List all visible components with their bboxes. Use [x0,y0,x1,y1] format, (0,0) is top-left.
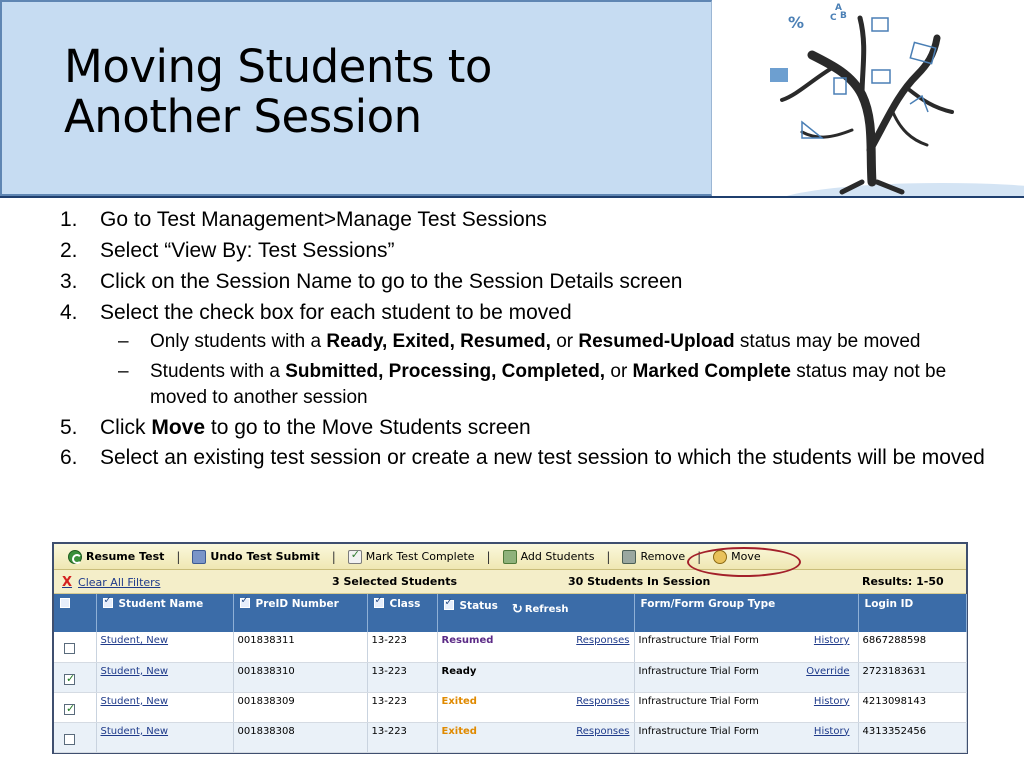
login-id-cell: 4213098143 [858,692,966,722]
clear-filters-label: Clear All Filters [78,576,161,589]
undo-test-submit-button[interactable] [192,550,319,564]
table-header-row [54,594,966,632]
history-link[interactable]: History [813,695,850,707]
login-id-cell: 4313352456 [858,722,966,752]
svg-text:B: B [840,11,847,21]
table-row [54,692,966,722]
sub-text: Only students with a [150,331,327,352]
add-students-button[interactable] [503,550,595,564]
grid-toolbar [54,544,966,570]
remove-icon [622,550,636,564]
svg-text:C: C [830,13,837,23]
sub-bold: Marked Complete [632,361,791,382]
status-value: Ready [441,665,477,677]
preid-cell: 001838310 [233,662,367,692]
svg-text:A: A [835,3,842,13]
move-arrows-icon [713,550,727,564]
responses-link[interactable]: Responses [576,695,630,707]
svg-text:%: % [788,13,805,32]
step-number: 5. [60,416,78,439]
preid-header-label: PreID Number [255,598,339,610]
sub-text: or [605,361,633,382]
title-panel [0,0,712,196]
table-row [54,722,966,752]
student-name-link[interactable]: Student, New [100,695,169,707]
sub-text: Students with a [150,361,286,382]
step-6 [60,446,1000,470]
header-checkbox[interactable] [374,598,384,608]
sub-text: status may be moved [734,331,921,352]
refresh-icon: ↻ [511,602,523,617]
form-header [634,594,858,632]
page-title [64,42,684,142]
class-cell: 13-223 [367,692,437,722]
form-value: Infrastructure Trial Form [638,665,759,677]
clear-filter-icon: X [62,575,73,590]
step-5 [60,415,1000,440]
toolbar-separator: | [606,549,611,564]
status-cell [437,632,634,662]
form-value: Infrastructure Trial Form [638,725,759,737]
status-header[interactable] [437,594,634,632]
filter-bar [54,570,966,594]
step-number: 6. [60,446,78,469]
student-name-header[interactable] [96,594,233,632]
header-checkbox[interactable] [240,598,250,608]
status-cell [437,722,634,752]
step-number: 1. [60,208,78,231]
checklist-icon [348,550,362,564]
select-all-header[interactable] [54,594,96,632]
status-header-label: Status [459,600,498,612]
step-text: to go to the Move Students screen [205,416,531,439]
toolbar-separator: | [697,549,702,564]
bullet-dash: – [118,331,129,352]
status-cell [437,662,634,692]
class-header-label: Class [389,598,421,610]
student-name-link[interactable]: Student, New [100,635,169,646]
history-link[interactable]: History [813,725,850,737]
class-cell: 13-223 [367,662,437,692]
select-all-checkbox[interactable] [60,598,70,608]
step-text: Select “View By: Test Sessions” [100,239,395,262]
step-text: Select an existing test session or create a new test session to which the students will be moved [100,446,985,469]
status-value: Exited [441,695,477,707]
bullet-dash: – [118,361,129,382]
step-number: 3. [60,270,78,293]
preid-cell: 001838309 [233,692,367,722]
student-name-header-label: Student Name [118,598,204,610]
move-label: Move [731,550,761,563]
mark-complete-label: Mark Test Complete [365,550,475,563]
history-link[interactable]: History [813,635,850,646]
status-cell [437,692,634,722]
selected-students-count: 3 Selected Students [332,575,458,588]
step-4 [60,300,1000,325]
sub-text: status may not be moved to another session [150,361,947,408]
instruction-list [60,207,1000,476]
login-id-cell: 2723183631 [858,662,966,692]
add-students-icon [503,550,517,564]
sub-text: or [550,331,579,352]
class-cell: 13-223 [367,632,437,662]
students-table [54,594,967,753]
preid-cell: 001838308 [233,722,367,752]
session-details-grid [52,542,968,754]
row-checkbox[interactable] [64,734,75,745]
status-value: Exited [441,725,477,737]
login-id-header [858,594,966,632]
sub-bullet-not-movable [118,359,1000,411]
step-text: Go to Test Management>Manage Test Sessions [100,208,547,231]
row-checkbox[interactable] [64,674,75,685]
step-bold: Move [151,416,206,439]
status-value: Resumed [441,635,494,646]
student-name-link[interactable]: Student, New [100,665,169,677]
student-name-link[interactable]: Student, New [100,725,169,737]
refresh-button[interactable] [512,602,569,617]
login-id-cell: 6867288598 [858,632,966,662]
header-checkbox[interactable] [444,600,454,610]
toolbar-separator: | [176,549,181,564]
move-button[interactable] [713,550,761,564]
form-value: Infrastructure Trial Form [638,635,759,646]
responses-link[interactable]: Responses [576,635,630,646]
step-number: 2. [60,239,78,262]
resume-test-label: Resume Test [86,550,165,563]
refresh-label: Refresh [524,604,569,615]
undo-icon [192,550,206,564]
step-3 [60,269,1000,294]
sub-bold: Ready, Exited, Resumed, [326,331,551,352]
header-divider [0,196,1024,198]
title-line-1: Moving Students to [64,40,492,93]
undo-label: Undo Test Submit [210,550,320,563]
toolbar-separator: | [486,549,491,564]
override-link[interactable]: Override [806,665,850,677]
row-checkbox[interactable] [64,704,75,715]
education-tree-icon [712,0,1024,196]
class-cell: 13-223 [367,722,437,752]
toolbar-separator: | [331,549,336,564]
step-number: 4. [60,301,78,324]
students-in-session-count: 30 Students In Session [568,575,711,588]
results-range: Results: 1-50 [862,575,944,588]
sub-bullet-movable [118,329,1000,355]
responses-link[interactable]: Responses [576,725,630,737]
step-text: Click on the Session Name to go to the Session Details screen [100,270,683,293]
title-line-2: Another Session [64,90,422,143]
step-2 [60,238,1000,263]
login-id-header-label: Login ID [864,598,914,610]
form-cell [634,692,858,722]
form-header-label: Form/Form Group Type [640,598,776,610]
class-header[interactable] [367,594,437,632]
sub-bold: Submitted, Processing, Completed, [285,361,606,382]
remove-button[interactable] [622,550,685,564]
form-cell [634,632,858,662]
preid-header[interactable] [233,594,367,632]
resume-icon [68,550,82,564]
header-banner [0,0,1024,198]
remove-label: Remove [640,550,686,563]
step-text: Select the check box for each student to be moved [100,301,572,324]
table-row [54,662,966,692]
resume-test-button[interactable] [68,550,164,564]
row-checkbox[interactable] [64,643,75,654]
preid-cell: 001838311 [233,632,367,662]
step-text: Click [100,416,152,439]
mark-test-complete-button[interactable] [348,550,475,564]
form-cell [634,722,858,752]
sub-bold: Resumed-Upload [578,331,735,352]
form-cell [634,662,858,692]
clear-all-filters-link[interactable] [62,575,160,590]
tree-illustration [712,0,1024,196]
add-students-label: Add Students [520,550,595,563]
form-value: Infrastructure Trial Form [638,695,759,707]
table-row [54,632,966,662]
header-checkbox[interactable] [103,598,113,608]
step-1 [60,207,1000,232]
